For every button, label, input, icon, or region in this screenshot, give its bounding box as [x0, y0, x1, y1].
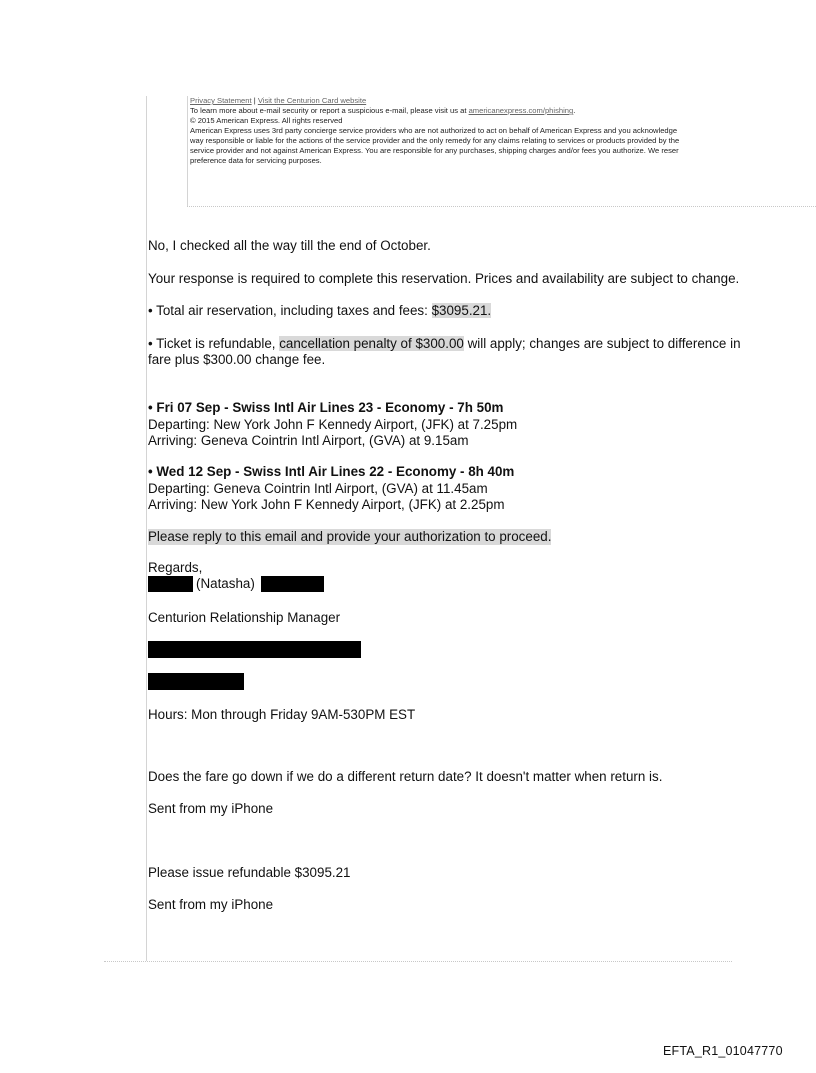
- phishing-link[interactable]: americanexpress.com/phishing: [468, 106, 574, 115]
- document-id: EFTA_R1_01047770: [663, 1044, 783, 1058]
- quote-left-border: [146, 96, 147, 961]
- return-date-question: Does the fare go down if we do a different return date? It doesn't matter when return is.: [148, 769, 663, 784]
- issue-refundable-request: Please issue refundable $3095.21: [148, 865, 351, 880]
- security-suffix: .: [573, 106, 576, 115]
- reply-october: No, I checked all the way till the end of October.: [148, 238, 431, 253]
- total-amount: $3095.21.: [431, 303, 492, 318]
- flight-2-arriving: Arriving: New York John F Kennedy Airport, (JFK) at 2.25pm: [148, 497, 505, 512]
- disclaimer-line-4: preference data for servicing purposes.: [190, 156, 322, 165]
- response-required: Your response is required to complete this reservation. Prices and availability are subject to change.: [148, 271, 740, 286]
- refund-label: • Ticket is refundable,: [148, 336, 280, 351]
- flight-1-departing: Departing: New York John F Kennedy Airport, (JFK) at 7.25pm: [148, 417, 518, 432]
- signer-name: (Natasha): [196, 576, 255, 591]
- disclaimer-line-2: way responsible or liable for the actions of the service provider and the only remedy for any claims relating to services or products provided by the: [190, 136, 680, 145]
- total-reservation-line: [148, 303, 491, 319]
- amex-footer: [190, 96, 816, 166]
- link-separator: |: [251, 96, 258, 105]
- privacy-statement-link[interactable]: Privacy Statement: [190, 96, 252, 105]
- office-hours: Hours: Mon through Friday 9AM-530PM EST: [148, 707, 416, 722]
- authorization-request: Please reply to this email and provide your authorization to proceed.: [148, 529, 552, 544]
- redaction-contact-2: [148, 673, 244, 690]
- security-text: To learn more about e-mail security or report a suspicious e-mail, please visit us at: [190, 106, 469, 115]
- refund-line-1: [148, 336, 741, 352]
- sent-from-iphone-1: Sent from my iPhone: [148, 801, 274, 816]
- security-line: [190, 106, 816, 116]
- sent-from-iphone-2: Sent from my iPhone: [148, 897, 274, 912]
- flight-2-departing: Departing: Geneva Cointrin Intl Airport, (GVA) at 11.45am: [148, 481, 488, 496]
- refund-line-2: fare plus $300.00 change fee.: [148, 352, 326, 367]
- total-label: • Total air reservation, including taxes and fees:: [148, 303, 432, 318]
- signer-title: Centurion Relationship Manager: [148, 610, 341, 625]
- flight-1-arriving: Arriving: Geneva Cointrin Intl Airport, (GVA) at 9.15am: [148, 433, 469, 448]
- cancellation-penalty: cancellation penalty of $300.00: [279, 336, 464, 351]
- flight-2-title: • Wed 12 Sep - Swiss Intl Air Lines 22 - Economy - 8h 40m: [148, 464, 515, 479]
- disclaimer-line-3: service provider and not against American Express. You are responsible for any purchases, shipping charges and/or fees you authorize. We reser: [190, 146, 679, 155]
- footer-box-bottom-border: [187, 206, 816, 207]
- copyright-line: © 2015 American Express. All rights reserved: [190, 116, 343, 125]
- centurion-website-link[interactable]: Visit the Centurion Card website: [257, 96, 367, 105]
- refund-suffix: will apply; changes are subject to difference in: [463, 336, 741, 351]
- redaction-last-name: [261, 576, 324, 592]
- redaction-contact-1: [148, 641, 361, 658]
- footer-links-line: [190, 96, 816, 106]
- regards: Regards,: [148, 560, 203, 575]
- redaction-first-name: [148, 576, 193, 592]
- footer-box-left-border: [187, 96, 188, 206]
- quote-bottom-border: [104, 961, 732, 962]
- disclaimer-line-1: American Express uses 3rd party concierge service providers who are not authorized to act on behalf of American Express and you acknowledge: [190, 126, 678, 135]
- flight-1-title: • Fri 07 Sep - Swiss Intl Air Lines 23 - Economy - 7h 50m: [148, 400, 504, 415]
